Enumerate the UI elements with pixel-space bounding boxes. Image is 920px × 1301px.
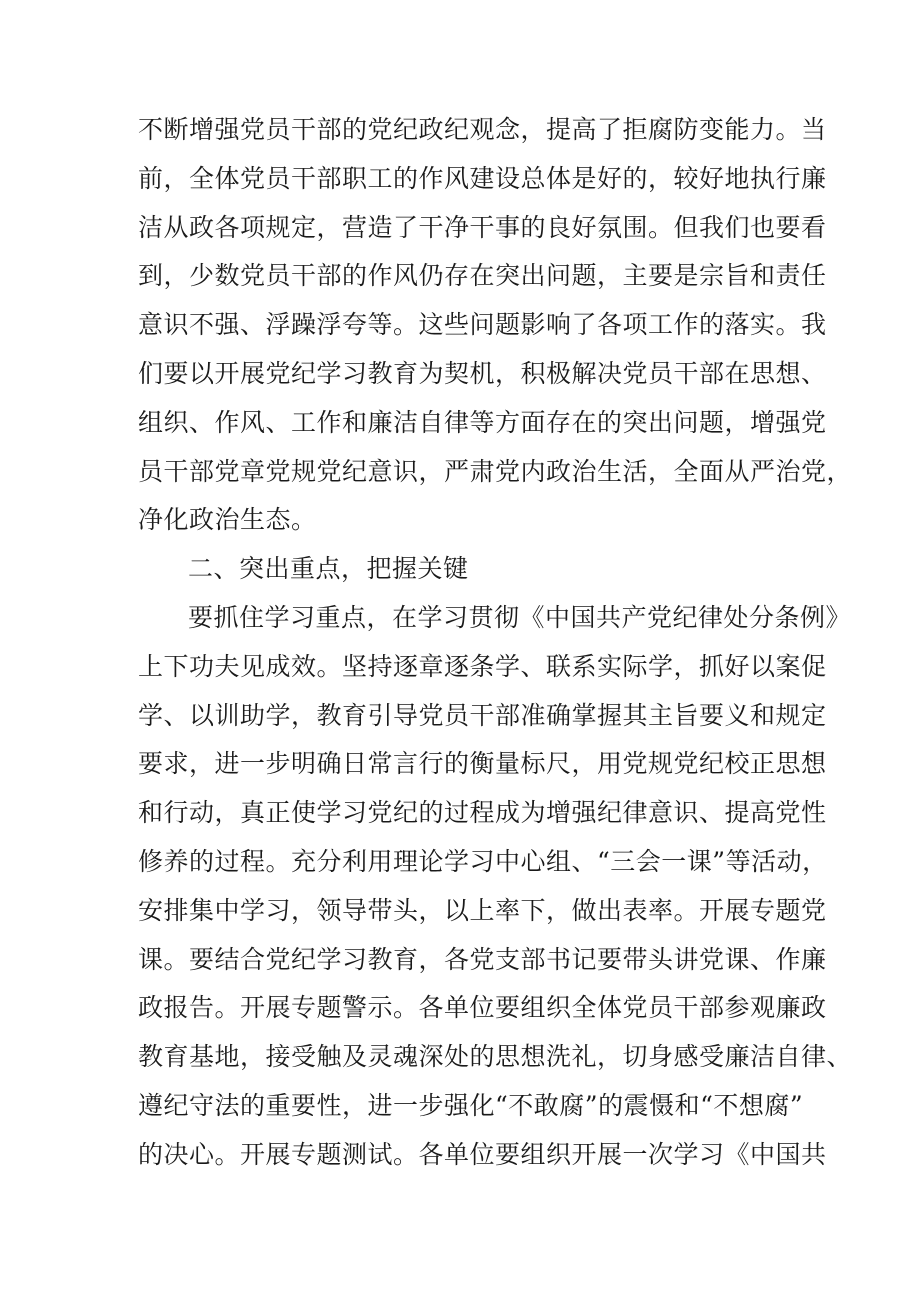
text-line: 洁从政各项规定，营造了干净干事的良好氛围。但我们也要看 — [138, 212, 827, 242]
text-line: 到，少数党员干部的作风仍存在突出问题，主要是宗旨和责任 — [138, 261, 827, 291]
text-line: 员干部党章党规党纪意识，严肃党内政治生活，全面从严治党， — [138, 456, 853, 486]
text-line: 意识不强、浮躁浮夸等。这些问题影响了各项工作的落实。我 — [138, 310, 827, 340]
body-text — [138, 106, 853, 1180]
text-line: 课。要结合党纪学习教育，各党支部书记要带头讲党课、作廉 — [138, 944, 827, 974]
text-line: 教育基地，接受触及灵魂深处的思想洗礼，切身感受廉洁自律、 — [138, 1042, 853, 1072]
text-line: 前，全体党员干部职工的作风建设总体是好的，较好地执行廉 — [138, 163, 827, 193]
text-line: 遵纪守法的重要性，进一步强化“不敢腐”的震慑和“不想腐” — [138, 1090, 804, 1120]
text-line: 和行动，真正使学习党纪的过程成为增强纪律意识、提高党性 — [138, 798, 827, 828]
text-line: 学、以训助学，教育引导党员干部准确掌握其主旨要义和规定 — [138, 700, 827, 730]
text-line: 们要以开展党纪学习教育为契机，积极解决党员干部在思想、 — [138, 358, 827, 388]
text-line: 修养的过程。充分利用理论学习中心组、“三会一课”等活动， — [138, 846, 828, 876]
section-heading: 二、突出重点，把握关键 — [188, 554, 469, 584]
text-line: 组织、作风、工作和廉洁自律等方面存在的突出问题，增强党 — [138, 407, 827, 437]
text-line: 政报告。开展专题警示。各单位要组织全体党员干部参观廉政 — [138, 993, 827, 1023]
text-line: 的决心。开展专题测试。各单位要组织开展一次学习《中国共 — [138, 1139, 827, 1169]
text-line: 要求，进一步明确日常言行的衡量标尺，用党规党纪校正思想 — [138, 749, 827, 779]
text-line: 要抓住学习重点，在学习贯彻《中国共产党纪律处分条例》 — [188, 602, 852, 632]
text-line: 净化政治生态。 — [138, 505, 317, 535]
text-line: 安排集中学习，领导带头，以上率下，做出表率。开展专题党 — [138, 895, 827, 925]
text-line: 不断增强党员干部的党纪政纪观念，提高了拒腐防变能力。当 — [138, 115, 827, 144]
text-line: 上下功夫见成效。坚持逐章逐条学、联系实际学，抓好以案促 — [138, 651, 827, 681]
